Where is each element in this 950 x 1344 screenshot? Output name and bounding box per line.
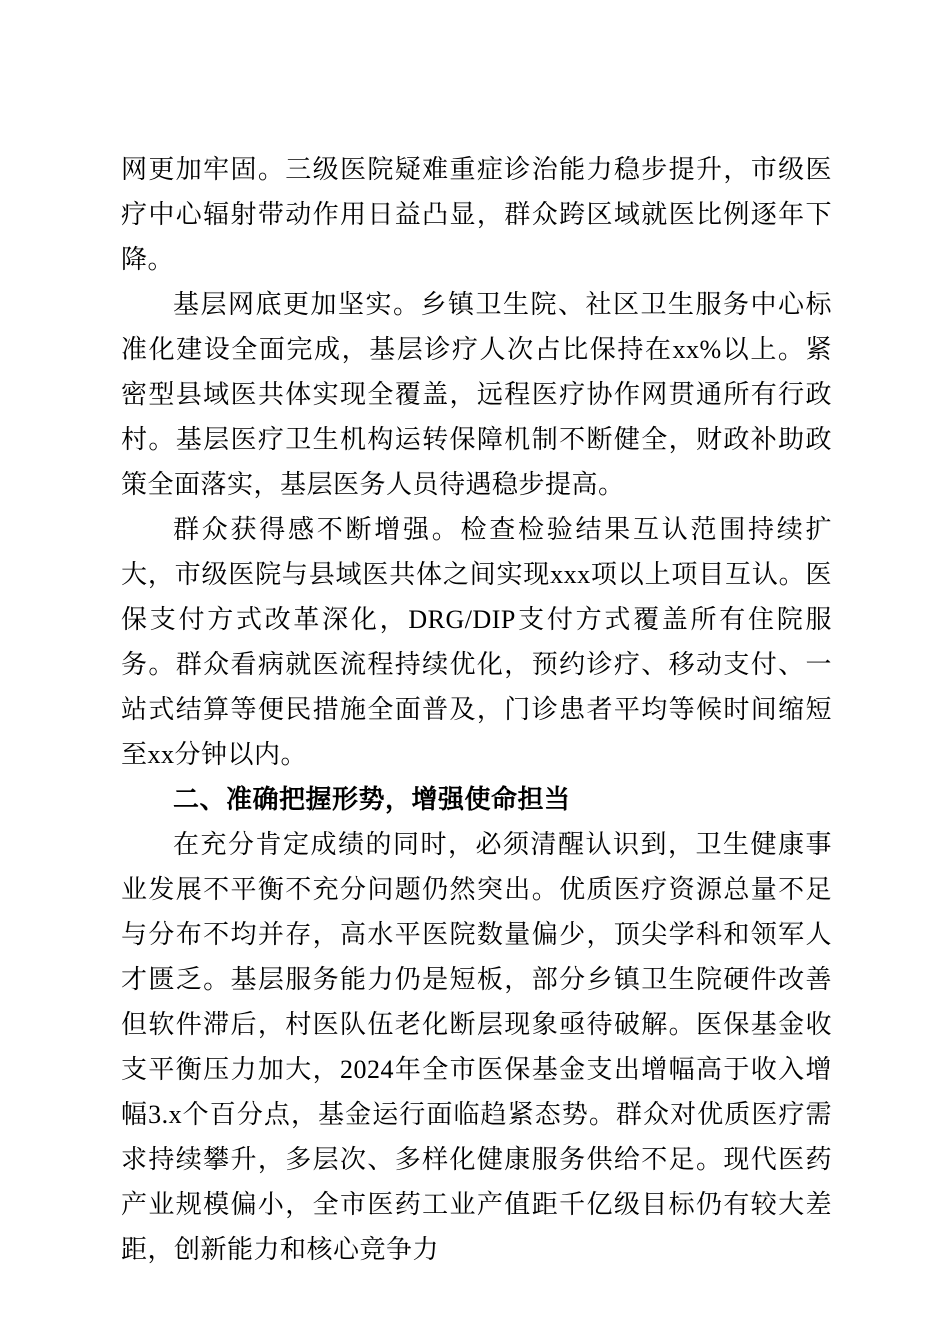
paragraph-continuation: 网更加牢固。三级医院疑难重症诊治能力稳步提升，市级医疗中心辐射带动作用日益凸显，群众跨区域就医比例逐年下降。 bbox=[121, 155, 832, 274]
section-heading-2: 二、准确把握形势，增强使命担当 bbox=[173, 784, 571, 814]
paragraph-public-satisfaction: 群众获得感不断增强。检查检验结果互认范围持续扩大，市级医院与县域医共体之间实现xxx项以上项目互认。医保支付方式改革深化，DRG/DIP支付方式覆盖所有住院服务。群众看病就医流程持续优化，预约诊疗、移动支付、一站式结算等便民措施全面普及，门诊患者平均等候时间缩短至xx分钟以内。 bbox=[121, 515, 832, 769]
paragraph-situation-analysis: 在充分肯定成绩的同时，必须清醒认识到，卫生健康事业发展不平衡不充分问题仍然突出。优质医疗资源总量不足与分布不均并存，高水平医院数量偏少，顶尖学科和领军人才匮乏。基层服务能力仍是短板，部分乡镇卫生院硬件改善但软件滞后，村医队伍老化断层现象亟待破解。医保基金收支平衡压力加大，2024年全市医保基金支出增幅高于收入增幅3.x个百分点，基金运行面临趋紧态势。群众对优质医疗需求持续攀升，多层次、多样化健康服务供给不足。现代医药产业规模偏小，全市医药工业产值距千亿级目标仍有较大差距，创新能力和核心竞争力 bbox=[121, 830, 832, 1264]
paragraph-grassroots-network: 基层网底更加坚实。乡镇卫生院、社区卫生服务中心标准化建设全面完成，基层诊疗人次占比保持在xx%以上。紧密型县域医共体实现全覆盖，远程医疗协作网贯通所有行政村。基层医疗卫生机构运转保障机制不断健全，财政补助政策全面落实，基层医务人员待遇稳步提高。 bbox=[121, 290, 832, 499]
